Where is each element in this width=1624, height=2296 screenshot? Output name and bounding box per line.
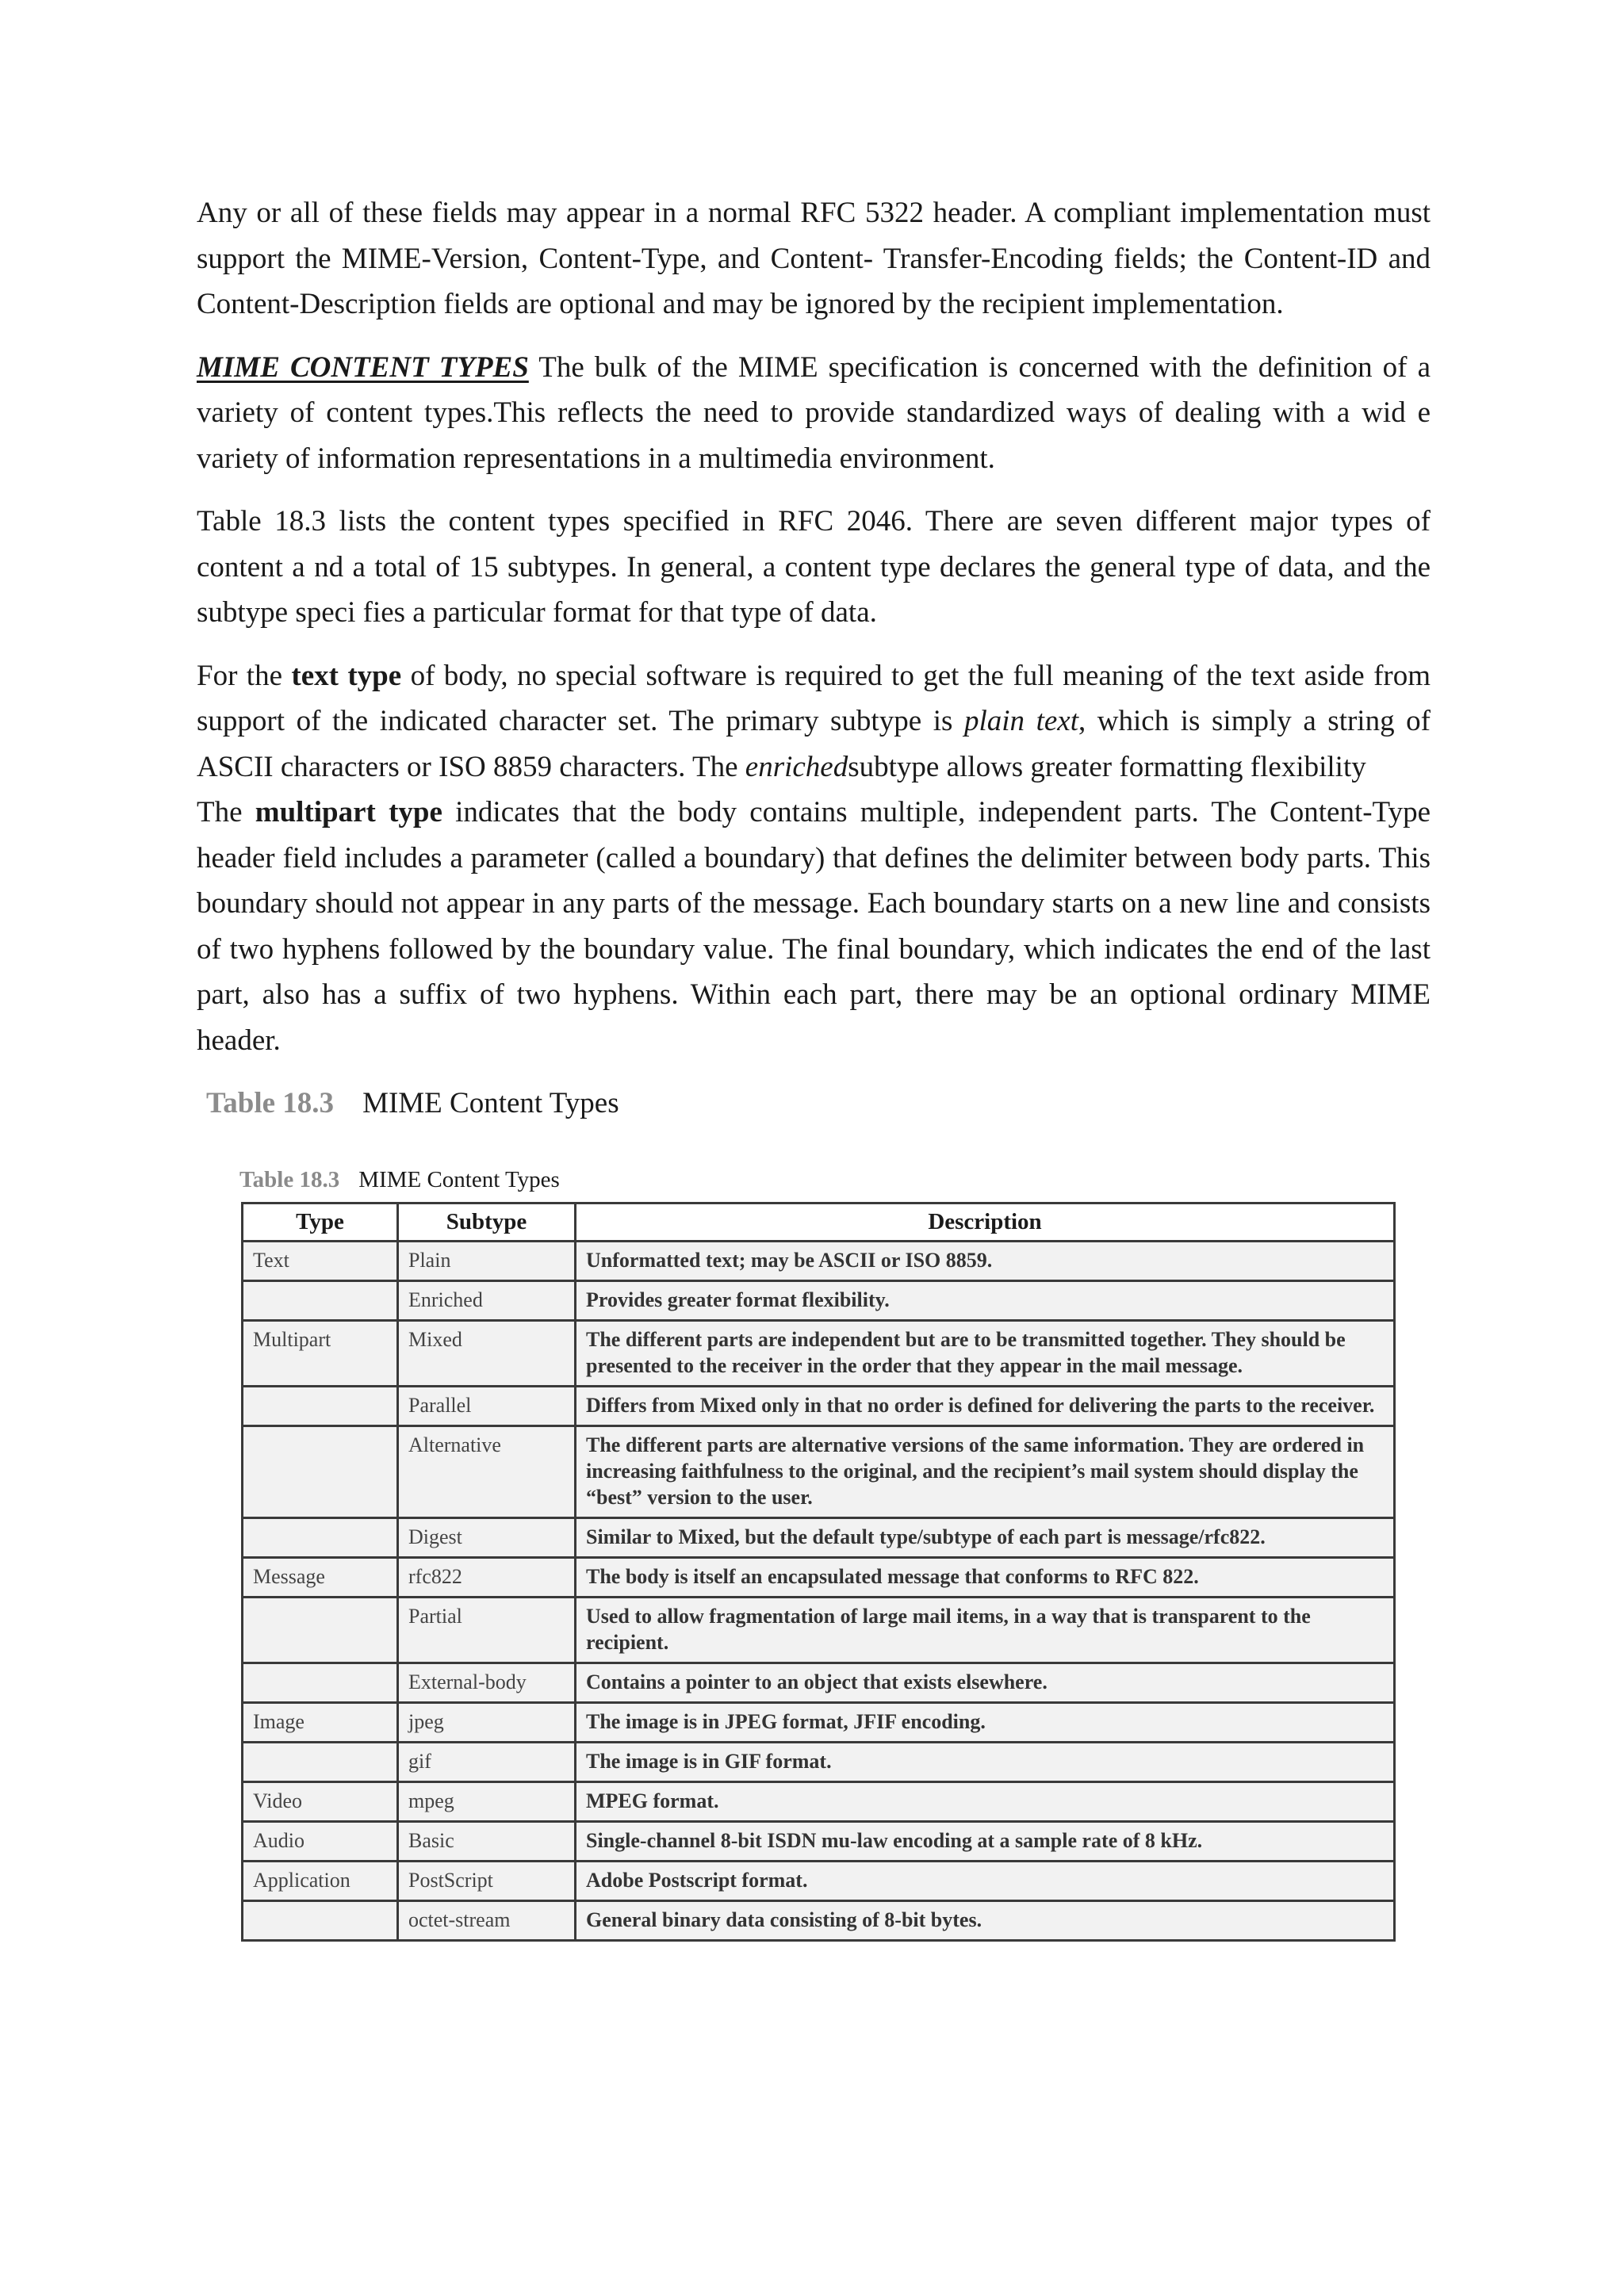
bold-term: multipart type	[255, 796, 442, 828]
subtype-cell: Digest	[398, 1518, 576, 1558]
italic-term: enriched	[745, 750, 848, 783]
header-type: Type	[243, 1203, 398, 1242]
type-cell	[243, 1598, 398, 1663]
description-cell: The body is itself an encapsulated message that conforms to RFC 822.	[576, 1558, 1395, 1598]
type-cell	[243, 1743, 398, 1782]
description-cell: Adobe Postscript format.	[576, 1862, 1395, 1901]
subtype-cell: gif	[398, 1743, 576, 1782]
paragraph-text: For the	[197, 659, 292, 692]
paragraph-text: of body, no special software is required to get the full meaning of the text aside from support of the indicated character set. The primary subtype is	[197, 659, 1431, 737]
type-cell	[243, 1901, 398, 1941]
subtype-cell: Alternative	[398, 1426, 576, 1518]
figure-table-title: MIME Content Types	[358, 1167, 560, 1192]
type-cell: Video	[243, 1782, 398, 1822]
subtype-cell: Parallel	[398, 1387, 576, 1426]
description-cell: Single-channel 8-bit ISDN mu-law encoding at a sample rate of 8 kHz.	[576, 1822, 1395, 1862]
type-cell: Audio	[243, 1822, 398, 1862]
section-heading: MIME CONTENT TYPES	[197, 350, 529, 384]
subtype-cell: mpeg	[398, 1782, 576, 1822]
table-row	[243, 1426, 1395, 1518]
table-row	[243, 1518, 1395, 1558]
table-row	[243, 1822, 1395, 1862]
paragraph-text: , which is simply a string of ASCII characters or ISO 8859 characters. The	[197, 705, 1431, 783]
figure-table-number: Table 18.3	[239, 1167, 340, 1192]
type-cell: Image	[243, 1703, 398, 1743]
subtype-cell: External-body	[398, 1663, 576, 1703]
subtype-cell: Plain	[398, 1242, 576, 1281]
type-cell: Text	[243, 1242, 398, 1281]
subtype-cell: rfc822	[398, 1558, 576, 1598]
table-row	[243, 1321, 1395, 1387]
description-cell: Similar to Mixed, but the default type/subtype of each part is message/rfc822.	[576, 1518, 1395, 1558]
table-caption	[206, 1081, 1431, 1126]
description-cell: Unformatted text; may be ASCII or ISO 8859.	[576, 1242, 1395, 1281]
paragraph-multipart-type	[197, 790, 1431, 1063]
subtype-cell: Partial	[398, 1598, 576, 1663]
subtype-cell: Basic	[398, 1822, 576, 1862]
table-row	[243, 1663, 1395, 1703]
table-row	[243, 1862, 1395, 1901]
type-cell	[243, 1663, 398, 1703]
paragraph-text: Any or all of these fields may appear in a normal RFC 5322 header. A compliant implementation must support the MIME-Version, Content-Type, and Content- Transfer-Encoding fields; the Content-ID and Content-Description fields are optional and may be ignored by the recipient implementation.	[197, 197, 1431, 320]
figure-caption	[239, 1164, 1408, 1202]
table-title: MIME Content Types	[362, 1087, 619, 1119]
table-row	[243, 1558, 1395, 1598]
subtype-cell: PostScript	[398, 1862, 576, 1901]
description-cell: General binary data consisting of 8-bit bytes.	[576, 1901, 1395, 1941]
paragraph-mime-content-types	[197, 345, 1431, 482]
table-header-row	[243, 1203, 1395, 1242]
type-cell	[243, 1518, 398, 1558]
paragraph-header-fields	[197, 190, 1431, 327]
table-row	[243, 1387, 1395, 1426]
table-row	[243, 1901, 1395, 1941]
description-cell: Provides greater format flexibility.	[576, 1281, 1395, 1321]
header-subtype: Subtype	[398, 1203, 576, 1242]
mime-content-types-table	[241, 1202, 1396, 1942]
paragraph-text-type	[197, 653, 1431, 790]
paragraph-text: The	[197, 796, 255, 828]
italic-term: plain text	[963, 705, 1078, 737]
subtype-cell: octet-stream	[398, 1901, 576, 1941]
table-row	[243, 1242, 1395, 1281]
table-row	[243, 1703, 1395, 1743]
paragraph-table-intro	[197, 499, 1431, 636]
subtype-cell: Enriched	[398, 1281, 576, 1321]
table-figure	[235, 1164, 1408, 1942]
description-cell: Used to allow fragmentation of large mail items, in a way that is transparent to the recipient.	[576, 1598, 1395, 1663]
page-content	[197, 190, 1431, 1126]
table-number: Table 18.3	[206, 1087, 335, 1119]
table-row	[243, 1598, 1395, 1663]
type-cell	[243, 1387, 398, 1426]
type-cell	[243, 1426, 398, 1518]
bold-term: text type	[291, 659, 402, 692]
table-row	[243, 1782, 1395, 1822]
description-cell: Contains a pointer to an object that exists elsewhere.	[576, 1663, 1395, 1703]
subtype-cell: Mixed	[398, 1321, 576, 1387]
description-cell: The image is in GIF format.	[576, 1743, 1395, 1782]
type-cell	[243, 1281, 398, 1321]
header-description: Description	[576, 1203, 1395, 1242]
description-cell: MPEG format.	[576, 1782, 1395, 1822]
paragraph-text: subtype allows greater formatting flexibility	[848, 750, 1366, 783]
type-cell: Application	[243, 1862, 398, 1901]
subtype-cell: jpeg	[398, 1703, 576, 1743]
description-cell: The different parts are alternative versions of the same information. They are ordered in increasing faithfulness to the original, and the recipient’s mail system should display the “best” version to the user.	[576, 1426, 1395, 1518]
description-cell: The different parts are independent but are to be transmitted together. They should be presented to the receiver in the order that they appear in the mail message.	[576, 1321, 1395, 1387]
paragraph-text: Table 18.3 lists the content types specified in RFC 2046. There are seven different major types of content a nd a total of 15 subtypes. In general, a content type declares the general type of data, and the subtype speci fies a particular format for that type of data.	[197, 505, 1431, 629]
paragraph-text: The bulk of the MIME specification is concerned with the definition of a variety of content types.This reflects the need to provide standardized ways of dealing with a wid e variety of information representations in a multimedia environment.	[197, 350, 1431, 475]
type-cell: Message	[243, 1558, 398, 1598]
type-cell: Multipart	[243, 1321, 398, 1387]
description-cell: Differs from Mixed only in that no order is defined for delivering the parts to the receiver.	[576, 1387, 1395, 1426]
paragraph-text: indicates that the body contains multiple, independent parts. The Content-Type header field includes a parameter (called a boundary) that defines the delimiter between body parts. This boundary should not appear in any parts of the message. Each boundary starts on a new line and consists of two hyphens followed by the boundary value. The final boundary, which indicates the end of the last part, also has a suffix of two hyphens. Within each part, there may be an optional ordinary MIME header.	[197, 796, 1431, 1057]
table-row	[243, 1743, 1395, 1782]
table-row	[243, 1281, 1395, 1321]
description-cell: The image is in JPEG format, JFIF encoding.	[576, 1703, 1395, 1743]
